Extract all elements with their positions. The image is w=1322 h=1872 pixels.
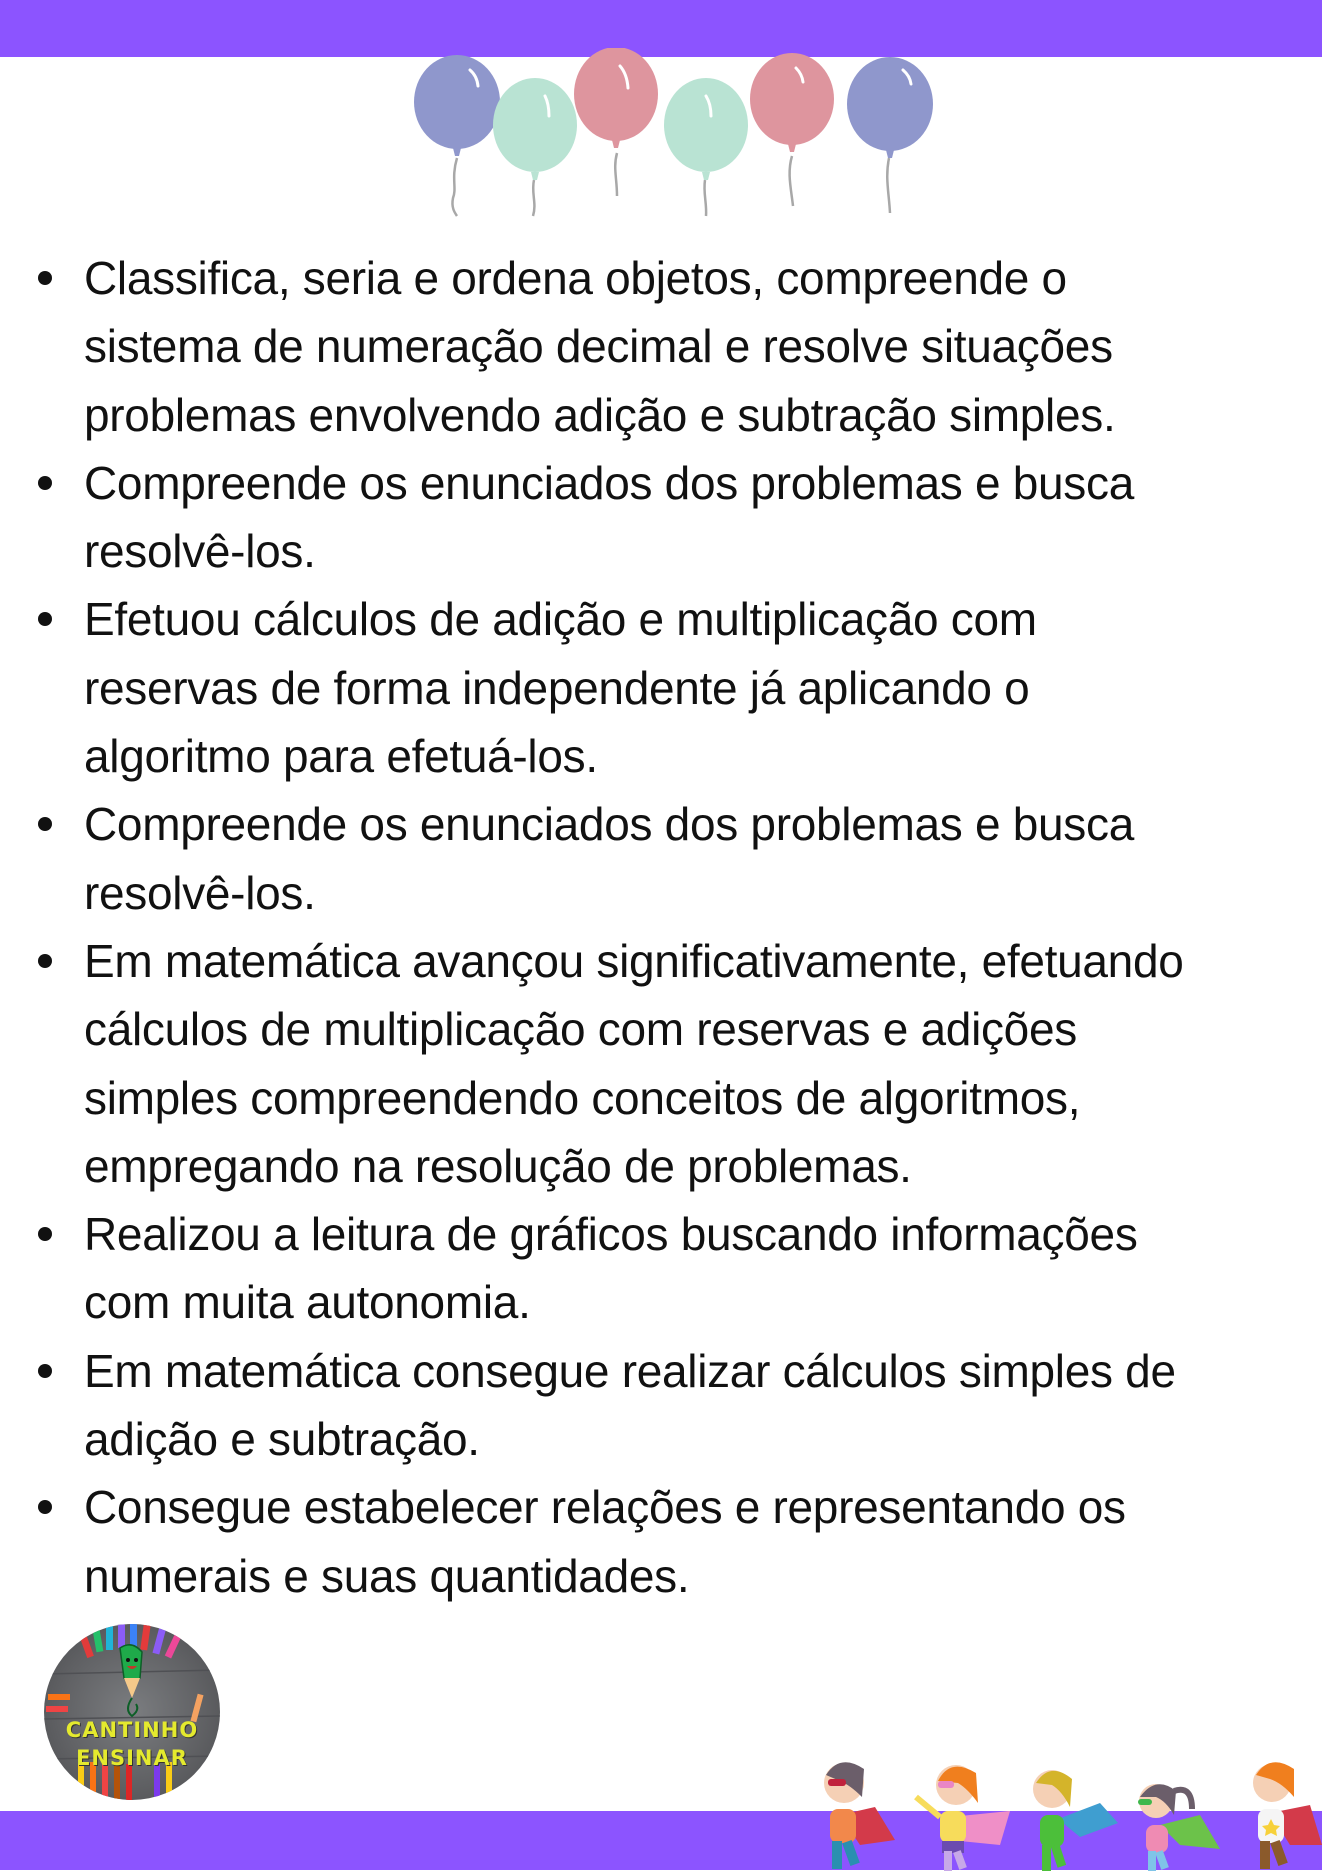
bullet-item bbox=[36, 1473, 1316, 1610]
bullet-item bbox=[36, 585, 1316, 790]
bullet-icon bbox=[38, 1364, 52, 1378]
bullet-icon bbox=[38, 476, 52, 490]
bullet-line: sistema de numeração decimal e resolve situações bbox=[84, 320, 1113, 373]
balloon-2 bbox=[493, 78, 577, 172]
bullet-line: Em matemática consegue realizar cálculos simples de bbox=[84, 1344, 1176, 1397]
bullet-line: empregando na resolução de problemas. bbox=[84, 1139, 912, 1192]
bullet-line: simples compreendendo conceitos de algoritmos, bbox=[84, 1071, 1081, 1124]
bullet-line: Efetuou cálculos de adição e multiplicação com bbox=[84, 593, 1037, 646]
balloon-1 bbox=[414, 55, 500, 149]
bullet-icon bbox=[38, 271, 52, 285]
bullet-icon bbox=[38, 817, 52, 831]
cantinho-ensinar-logo bbox=[44, 1624, 220, 1800]
balloons-icon bbox=[395, 48, 935, 218]
kid-1 bbox=[824, 1762, 895, 1869]
bullet-icon bbox=[38, 1500, 52, 1514]
balloon-5 bbox=[750, 53, 834, 145]
balloon-3 bbox=[574, 48, 658, 141]
bullet-line: com muita autonomia. bbox=[84, 1276, 531, 1329]
bullet-line: cálculos de multiplicação com reservas e adições bbox=[84, 1003, 1077, 1056]
bullet-line: Compreende os enunciados dos problemas e busca bbox=[84, 798, 1134, 851]
logo-text-line2: ENSINAR bbox=[76, 1746, 188, 1770]
bullet-line: resolvê-los. bbox=[84, 866, 316, 919]
crayons-icon bbox=[44, 1624, 220, 1800]
bullet-line: Em matemática avançou significativamente, efetuando bbox=[84, 934, 1184, 987]
kid-3 bbox=[1033, 1770, 1118, 1871]
bullet-line: algoritmo para efetuá-los. bbox=[84, 730, 598, 783]
bullet-item bbox=[36, 927, 1316, 1200]
bullet-line: adição e subtração. bbox=[84, 1413, 480, 1466]
bullet-item bbox=[36, 1200, 1316, 1337]
assessment-bullet-list bbox=[36, 244, 1316, 1610]
bullet-line: Consegue estabelecer relações e representando os bbox=[84, 1481, 1126, 1534]
bullet-line: Classifica, seria e ordena objetos, compreende o bbox=[84, 252, 1067, 304]
bullet-line: reservas de forma independente já aplicando o bbox=[84, 661, 1030, 714]
kid-4 bbox=[1138, 1784, 1220, 1871]
bullet-line: Realizou a leitura de gráficos buscando informações bbox=[84, 1208, 1138, 1261]
kid-5 bbox=[1253, 1762, 1322, 1869]
balloon-6 bbox=[847, 57, 933, 151]
bullet-icon bbox=[38, 612, 52, 626]
bullet-line: resolvê-los. bbox=[84, 525, 316, 578]
bullet-icon bbox=[38, 954, 52, 968]
bullet-icon bbox=[38, 1227, 52, 1241]
bullet-line: Compreende os enunciados dos problemas e busca bbox=[84, 456, 1134, 509]
logo-text-line1: CANTINHO bbox=[65, 1718, 199, 1742]
kid-2 bbox=[916, 1765, 1010, 1871]
bullet-line: problemas envolvendo adição e subtração simples. bbox=[84, 388, 1116, 441]
bullet-item bbox=[36, 790, 1316, 927]
bullet-item bbox=[36, 449, 1316, 586]
bullet-item bbox=[36, 244, 1316, 449]
bullet-item bbox=[36, 1337, 1316, 1474]
balloon-4 bbox=[664, 78, 748, 172]
bullet-line: numerais e suas quantidades. bbox=[84, 1549, 690, 1602]
running-superhero-kids-icon bbox=[800, 1745, 1322, 1872]
assessment-content bbox=[36, 244, 1316, 1610]
